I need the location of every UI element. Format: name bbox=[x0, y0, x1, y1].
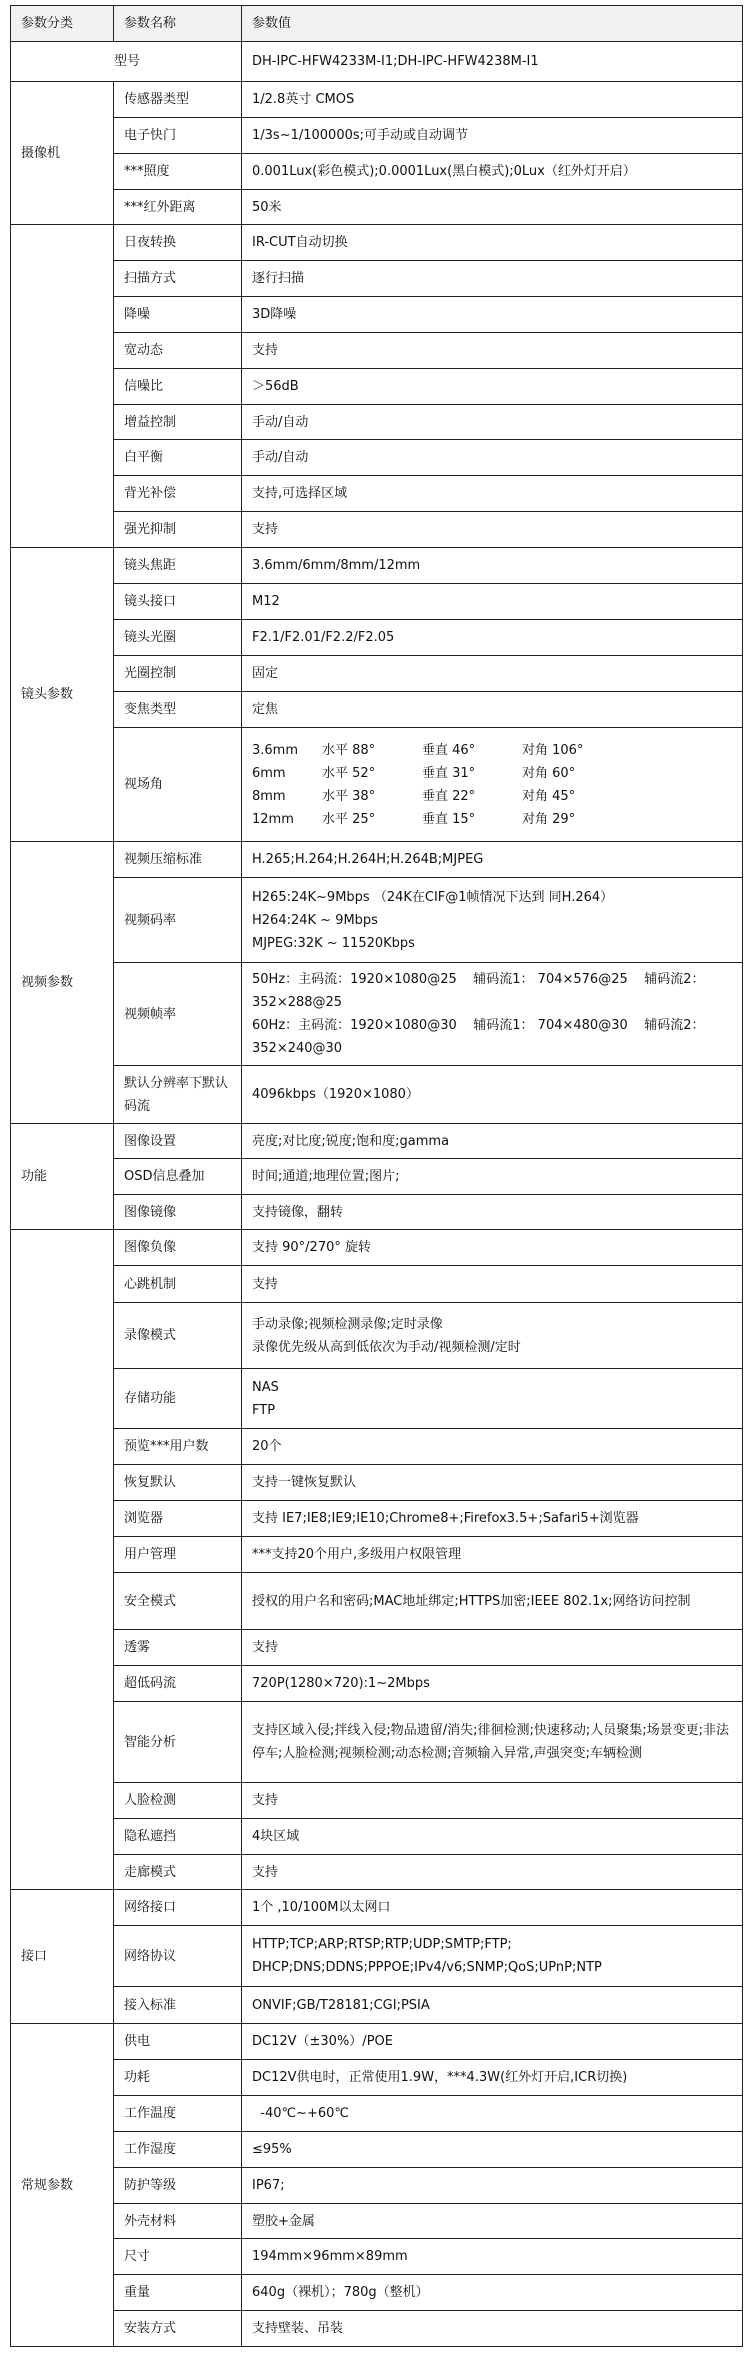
value-line: 1/2.8英寸 CMOS bbox=[252, 92, 355, 107]
value-line: H264:24K ~ 9Mbps bbox=[252, 912, 378, 928]
fov-cell: 3.6mm bbox=[252, 742, 299, 758]
param-value bbox=[242, 1819, 743, 1855]
spec-row bbox=[11, 1266, 743, 1303]
fov-cell: 对角 45° bbox=[522, 788, 576, 804]
param-value bbox=[242, 154, 743, 190]
param-value bbox=[242, 548, 743, 584]
param-value bbox=[242, 1987, 743, 2024]
param-value bbox=[242, 1666, 743, 1702]
spec-row bbox=[11, 878, 743, 963]
value-line: 3D降噪 bbox=[252, 307, 297, 322]
value-line: M12 bbox=[252, 594, 280, 609]
fov-cell: 水平 52° bbox=[322, 765, 376, 781]
param-name: 强光抑制 bbox=[114, 512, 242, 548]
param-value bbox=[242, 2024, 743, 2060]
fov-cell: 水平 25° bbox=[322, 811, 376, 827]
spec-row bbox=[11, 620, 743, 656]
param-name: 镜头光圈 bbox=[114, 620, 242, 656]
value-line: MJPEG:32K ~ 11520Kbps bbox=[252, 935, 415, 951]
param-name: 透雾 bbox=[114, 1630, 242, 1666]
header-category: 参数分类 bbox=[11, 6, 114, 42]
param-value bbox=[242, 1369, 743, 1429]
param-value bbox=[242, 476, 743, 512]
param-value bbox=[242, 963, 743, 1066]
value-line: 授权的用户名和密码;MAC地址绑定;HTTPS加密;IEEE 802.1x;网络访问控制 bbox=[252, 1593, 691, 1609]
value-line: 4块区域 bbox=[252, 1829, 300, 1844]
param-value bbox=[242, 1465, 743, 1501]
param-name: 心跳机制 bbox=[114, 1266, 242, 1303]
param-value bbox=[242, 297, 743, 333]
param-name: 降噪 bbox=[114, 297, 242, 333]
spec-row bbox=[11, 1124, 743, 1159]
param-value bbox=[242, 82, 743, 118]
model-label: 型号 bbox=[11, 42, 242, 82]
fov-cell: 垂直 22° bbox=[422, 788, 476, 804]
param-name: 网络接口 bbox=[114, 1890, 242, 1926]
value-line: 支持区域入侵;拌线入侵;物品遗留/消失;徘徊检测;快速移动;人员聚集;场景变更;非法停车;人脸检测;视频检测;动态检测;音频输入异常,声强突变;车辆检测 bbox=[252, 1723, 730, 1761]
fov-line bbox=[252, 739, 734, 762]
value-line: 640g（裸机）；780g（整机） bbox=[252, 2285, 429, 2300]
spec-row bbox=[11, 1855, 743, 1890]
value-line: 支持 IE7;IE8;IE9;IE10;Chrome8+;Firefox3.5+;Safari5+浏览器 bbox=[252, 1511, 639, 1526]
param-value bbox=[242, 1124, 743, 1159]
spec-row bbox=[11, 1630, 743, 1666]
fov-cell: 对角 60° bbox=[522, 765, 576, 781]
param-name: 变焦类型 bbox=[114, 692, 242, 728]
spec-row bbox=[11, 1066, 743, 1124]
spec-row bbox=[11, 963, 743, 1066]
value-line: 手动录像;视频检测录像;定时录像 bbox=[252, 1316, 443, 1332]
param-value bbox=[242, 1630, 743, 1666]
param-value bbox=[242, 405, 743, 440]
param-value bbox=[242, 118, 743, 154]
spec-row bbox=[11, 1666, 743, 1702]
param-name: 白平衡 bbox=[114, 440, 242, 476]
param-value bbox=[242, 2132, 743, 2168]
param-value bbox=[242, 1195, 743, 1230]
category-cell bbox=[11, 225, 114, 548]
value-line: DHCP;DNS;DDNS;PPPOE;IPv4/v6;SNMP;QoS;UPnP;NTP bbox=[252, 1960, 602, 1975]
param-name: 增益控制 bbox=[114, 405, 242, 440]
spec-row bbox=[11, 728, 743, 842]
value-line: 1/3s~1/100000s;可手动或自动调节 bbox=[252, 128, 469, 143]
param-value bbox=[242, 1783, 743, 1819]
fov-cell: 对角 106° bbox=[522, 742, 584, 758]
value-line: ＞56dB bbox=[252, 379, 299, 394]
value-line: 录像优先级从高到低依次为手动/视频检测/定时 bbox=[252, 1339, 521, 1355]
param-name: 安装方式 bbox=[114, 2311, 242, 2347]
category-cell: 常规参数 bbox=[11, 2024, 114, 2347]
fov-cell: 水平 38° bbox=[322, 788, 376, 804]
param-value bbox=[242, 1066, 743, 1124]
fov-cell: 6mm bbox=[252, 765, 286, 781]
category-cell: 接口 bbox=[11, 1890, 114, 2024]
param-name: 图像设置 bbox=[114, 1124, 242, 1159]
param-name: 用户管理 bbox=[114, 1537, 242, 1573]
param-name: 重量 bbox=[114, 2275, 242, 2311]
value-line: ≤95% bbox=[252, 2142, 292, 2157]
param-value bbox=[242, 1303, 743, 1369]
spec-row bbox=[11, 656, 743, 692]
param-name: 视频压缩标准 bbox=[114, 842, 242, 878]
fov-line bbox=[252, 808, 734, 831]
fov-cell: 12mm bbox=[252, 811, 294, 827]
param-value bbox=[242, 261, 743, 297]
spec-row bbox=[11, 1159, 743, 1195]
model-value: DH-IPC-HFW4233M-I1;DH-IPC-HFW4238M-I1 bbox=[242, 42, 743, 82]
spec-row bbox=[11, 2239, 743, 2275]
model-row bbox=[11, 42, 743, 82]
value-line: NAS bbox=[252, 1379, 279, 1395]
fov-cell: 水平 88° bbox=[322, 742, 376, 758]
param-name: 隐私遮挡 bbox=[114, 1819, 242, 1855]
param-value bbox=[242, 1702, 743, 1783]
value-line: HTTP;TCP;ARP;RTSP;RTP;UDP;SMTP;FTP; bbox=[252, 1937, 512, 1952]
param-name: 人脸检测 bbox=[114, 1783, 242, 1819]
value-line: 3.6mm/6mm/8mm/12mm bbox=[252, 558, 421, 573]
param-value bbox=[242, 1573, 743, 1630]
param-name: 恢复默认 bbox=[114, 1465, 242, 1501]
spec-row bbox=[11, 440, 743, 476]
fov-cell: 对角 29° bbox=[522, 811, 576, 827]
param-value bbox=[242, 1890, 743, 1926]
value-line: ONVIF;GB/T28181;CGI;PSIA bbox=[252, 1997, 430, 2013]
spec-row bbox=[11, 2275, 743, 2311]
value-line: 60Hz：主码流：1920×1080@30 辅码流1： 704×480@30 辅码流2：352×240@30 bbox=[252, 1018, 705, 1056]
spec-row bbox=[11, 1465, 743, 1501]
param-value bbox=[242, 1501, 743, 1537]
param-value bbox=[242, 1926, 743, 1987]
param-name: 浏览器 bbox=[114, 1501, 242, 1537]
value-line: ***支持20个用户,多级用户权限管理 bbox=[252, 1547, 462, 1562]
param-value bbox=[242, 842, 743, 878]
param-name: 尺寸 bbox=[114, 2239, 242, 2275]
param-name: 扫描方式 bbox=[114, 261, 242, 297]
value-line: F2.1/F2.01/F2.2/F2.05 bbox=[252, 630, 395, 645]
spec-row bbox=[11, 1926, 743, 1987]
param-name: 超低码流 bbox=[114, 1666, 242, 1702]
param-value bbox=[242, 1537, 743, 1573]
param-value bbox=[242, 2311, 743, 2347]
value-line: FTP bbox=[252, 1402, 276, 1418]
value-line: DC12V（±30%）/POE bbox=[252, 2034, 393, 2049]
param-name: 图像负像 bbox=[114, 1230, 242, 1266]
spec-row bbox=[11, 2311, 743, 2347]
fov-line bbox=[252, 762, 734, 785]
param-name: 默认分辨率下默认码流 bbox=[114, 1066, 242, 1124]
header-value: 参数值 bbox=[242, 6, 743, 42]
value-line: H265:24K~9Mbps （24K在CIF@1帧情况下达到 同H.264） bbox=[252, 889, 614, 905]
fov-cell: 垂直 46° bbox=[422, 742, 476, 758]
value-line: 4096kbps（1920×1080） bbox=[252, 1087, 419, 1102]
param-value bbox=[242, 333, 743, 369]
spec-row bbox=[11, 333, 743, 369]
value-line: 支持 bbox=[252, 1793, 279, 1808]
value-line: 定焦 bbox=[252, 702, 279, 717]
param-value bbox=[242, 878, 743, 963]
fov-cell: 垂直 15° bbox=[422, 811, 476, 827]
spec-row bbox=[11, 1537, 743, 1573]
param-value bbox=[242, 225, 743, 261]
param-name: ***照度 bbox=[114, 154, 242, 190]
spec-row bbox=[11, 2168, 743, 2204]
param-name: 供电 bbox=[114, 2024, 242, 2060]
value-line: 支持,可选择区域 bbox=[252, 486, 348, 501]
param-name: 光圈控制 bbox=[114, 656, 242, 692]
param-name: 日夜转换 bbox=[114, 225, 242, 261]
param-value bbox=[242, 1429, 743, 1465]
param-value bbox=[242, 512, 743, 548]
param-value bbox=[242, 1266, 743, 1303]
param-name: 工作温度 bbox=[114, 2096, 242, 2132]
param-value bbox=[242, 728, 743, 842]
param-value bbox=[242, 369, 743, 405]
param-value bbox=[242, 2168, 743, 2204]
spec-row bbox=[11, 584, 743, 620]
spec-row bbox=[11, 2096, 743, 2132]
value-line: 支持 bbox=[252, 1864, 279, 1880]
param-name: 功耗 bbox=[114, 2060, 242, 2096]
header-row bbox=[11, 6, 743, 42]
value-line: 手动/自动 bbox=[252, 414, 309, 430]
header-name: 参数名称 bbox=[114, 6, 242, 42]
param-name: 网络协议 bbox=[114, 1926, 242, 1987]
value-line: 支持一键恢复默认 bbox=[252, 1475, 357, 1490]
value-line: 194mm×96mm×89mm bbox=[252, 2249, 408, 2264]
value-line: 支持 90°/270° 旋转 bbox=[252, 1240, 371, 1255]
spec-row bbox=[11, 1230, 743, 1266]
category-cell: 镜头参数 bbox=[11, 548, 114, 842]
value-line: 50Hz：主码流：1920×1080@25 辅码流1： 704×576@25 辅码流2：352×288@25 bbox=[252, 972, 705, 1010]
spec-row bbox=[11, 1702, 743, 1783]
spec-row bbox=[11, 297, 743, 333]
param-value bbox=[242, 1855, 743, 1890]
param-name: 安全模式 bbox=[114, 1573, 242, 1630]
param-value bbox=[242, 1159, 743, 1195]
param-name: 工作湿度 bbox=[114, 2132, 242, 2168]
spec-row bbox=[11, 2024, 743, 2060]
param-name: ***红外距离 bbox=[114, 190, 242, 225]
value-line: H.265;H.264;H.264H;H.264B;MJPEG bbox=[252, 852, 484, 867]
spec-row bbox=[11, 1890, 743, 1926]
category-cell bbox=[11, 1230, 114, 1890]
param-name: 电子快门 bbox=[114, 118, 242, 154]
fov-line bbox=[252, 785, 734, 808]
param-name: OSD信息叠加 bbox=[114, 1159, 242, 1195]
param-value bbox=[242, 656, 743, 692]
spec-row bbox=[11, 261, 743, 297]
param-name: 视频码率 bbox=[114, 878, 242, 963]
value-line: IP67; bbox=[252, 2178, 285, 2193]
param-value bbox=[242, 620, 743, 656]
param-value bbox=[242, 2096, 743, 2132]
spec-row bbox=[11, 82, 743, 118]
param-name: 传感器类型 bbox=[114, 82, 242, 118]
param-value bbox=[242, 440, 743, 476]
param-name: 背光补偿 bbox=[114, 476, 242, 512]
category-cell: 功能 bbox=[11, 1124, 114, 1230]
param-name: 镜头焦距 bbox=[114, 548, 242, 584]
spec-row bbox=[11, 1501, 743, 1537]
param-name: 存储功能 bbox=[114, 1369, 242, 1429]
fov-cell: 垂直 31° bbox=[422, 765, 476, 781]
spec-row bbox=[11, 2060, 743, 2096]
spec-row bbox=[11, 405, 743, 440]
spec-row bbox=[11, 190, 743, 225]
category-cell: 摄像机 bbox=[11, 82, 114, 225]
param-name: 防护等级 bbox=[114, 2168, 242, 2204]
value-line: IR-CUT自动切换 bbox=[252, 235, 348, 250]
value-line: DC12V供电时，正常使用1.9W，***4.3W(红外灯开启,ICR切换) bbox=[252, 2070, 628, 2085]
param-name: 宽动态 bbox=[114, 333, 242, 369]
param-name: 镜头接口 bbox=[114, 584, 242, 620]
value-line: 逐行扫描 bbox=[252, 271, 305, 286]
spec-row bbox=[11, 369, 743, 405]
param-name: 视场角 bbox=[114, 728, 242, 842]
spec-row bbox=[11, 842, 743, 878]
value-line: -40℃~+60℃ bbox=[252, 2106, 350, 2121]
param-value bbox=[242, 190, 743, 225]
param-value bbox=[242, 584, 743, 620]
spec-row bbox=[11, 118, 743, 154]
value-line: 50米 bbox=[252, 199, 282, 215]
param-name: 接入标准 bbox=[114, 1987, 242, 2024]
value-line: 支持 bbox=[252, 522, 279, 537]
value-line: 固定 bbox=[252, 666, 279, 681]
spec-row bbox=[11, 1783, 743, 1819]
param-value bbox=[242, 2275, 743, 2311]
value-line: 支持 bbox=[252, 1640, 279, 1655]
param-name: 预览***用户数 bbox=[114, 1429, 242, 1465]
spec-row bbox=[11, 548, 743, 584]
spec-row bbox=[11, 225, 743, 261]
param-name: 视频帧率 bbox=[114, 963, 242, 1066]
value-line: 时间;通道;地理位置;图片; bbox=[252, 1169, 400, 1184]
fov-cell: 8mm bbox=[252, 788, 286, 804]
param-value bbox=[242, 2060, 743, 2096]
value-line: 支持 bbox=[252, 343, 279, 358]
spec-row bbox=[11, 512, 743, 548]
param-name: 录像模式 bbox=[114, 1303, 242, 1369]
spec-row bbox=[11, 1987, 743, 2024]
value-line: 支持 bbox=[252, 1276, 279, 1292]
param-value bbox=[242, 692, 743, 728]
param-name: 图像镜像 bbox=[114, 1195, 242, 1230]
value-line: 亮度;对比度;锐度;饱和度;gamma bbox=[252, 1133, 450, 1149]
value-line: 20个 bbox=[252, 1439, 282, 1454]
spec-row bbox=[11, 1195, 743, 1230]
value-line: 支持镜像，翻转 bbox=[252, 1204, 344, 1220]
spec-row bbox=[11, 1819, 743, 1855]
value-line: 720P(1280×720):1~2Mbps bbox=[252, 1676, 430, 1691]
spec-row bbox=[11, 2132, 743, 2168]
param-value bbox=[242, 2204, 743, 2239]
spec-table bbox=[10, 5, 743, 2347]
value-line: 1个 ,10/100M以太网口 bbox=[252, 1900, 391, 1915]
param-name: 走廊模式 bbox=[114, 1855, 242, 1890]
spec-row bbox=[11, 1369, 743, 1429]
param-name: 智能分析 bbox=[114, 1702, 242, 1783]
spec-row bbox=[11, 1429, 743, 1465]
param-value bbox=[242, 2239, 743, 2275]
spec-row bbox=[11, 692, 743, 728]
value-line: 支持壁装、吊装 bbox=[252, 2321, 344, 2336]
category-cell: 视频参数 bbox=[11, 842, 114, 1124]
param-value bbox=[242, 1230, 743, 1266]
spec-row bbox=[11, 154, 743, 190]
value-line: 0.001Lux(彩色模式);0.0001Lux(黑白模式);0Lux（红外灯开启） bbox=[252, 164, 636, 179]
value-line: 手动/自动 bbox=[252, 450, 309, 465]
param-name: 外壳材料 bbox=[114, 2204, 242, 2239]
spec-row bbox=[11, 1303, 743, 1369]
spec-row bbox=[11, 1573, 743, 1630]
spec-row bbox=[11, 2204, 743, 2239]
value-line: 塑胶+金属 bbox=[252, 2213, 315, 2229]
spec-row bbox=[11, 476, 743, 512]
param-name: 信噪比 bbox=[114, 369, 242, 405]
